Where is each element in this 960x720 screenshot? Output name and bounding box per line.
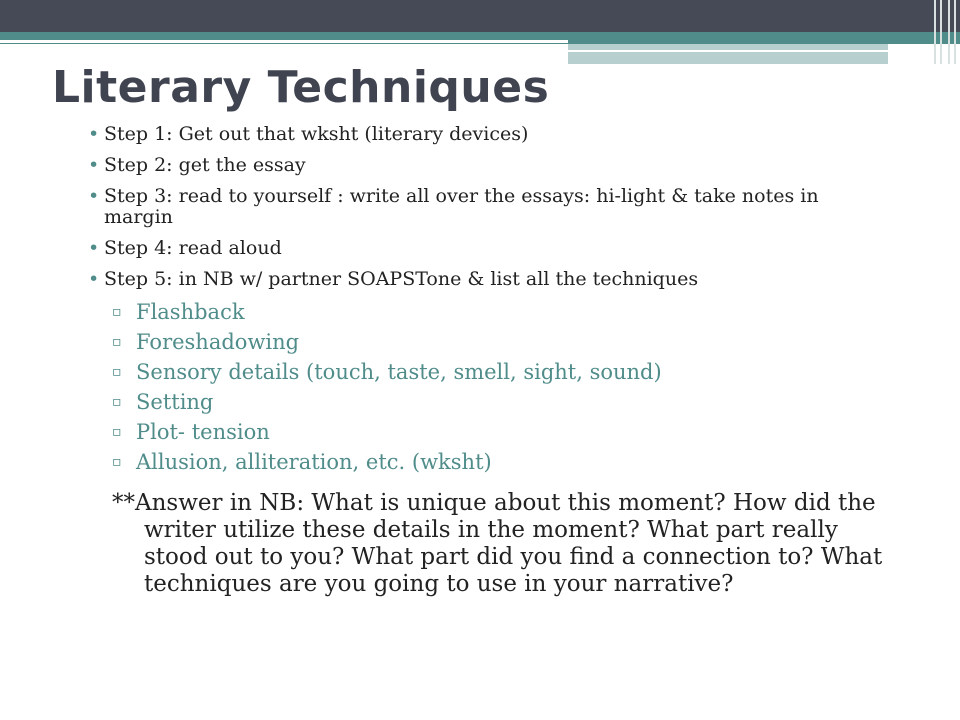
bullet-icon: • xyxy=(88,268,100,290)
bullet-icon: • xyxy=(88,185,100,207)
decorative-strip xyxy=(568,44,888,64)
step-item xyxy=(88,238,888,259)
technique-item xyxy=(88,450,888,474)
step-text: Step 2: get the essay xyxy=(104,154,306,176)
square-bullet-icon: ▫ xyxy=(112,304,122,320)
technique-text: Plot- tension xyxy=(136,420,270,444)
slide-top-bar xyxy=(0,0,960,32)
square-bullet-icon: ▫ xyxy=(112,454,122,470)
square-bullet-icon: ▫ xyxy=(112,424,122,440)
step-item xyxy=(88,186,888,228)
technique-item xyxy=(88,390,888,414)
technique-text: Setting xyxy=(136,390,214,414)
technique-text: Foreshadowing xyxy=(136,330,300,354)
square-bullet-icon: ▫ xyxy=(112,334,122,350)
technique-item xyxy=(88,300,888,324)
step-text: Step 4: read aloud xyxy=(104,237,282,259)
technique-item xyxy=(88,360,888,384)
step-item xyxy=(88,124,888,145)
slide-body xyxy=(88,124,888,598)
step-item xyxy=(88,155,888,176)
decorative-line xyxy=(0,40,568,43)
step-text: Step 1: Get out that wksht (literary devices) xyxy=(104,123,529,145)
square-bullet-icon: ▫ xyxy=(112,394,122,410)
bullet-icon: • xyxy=(88,123,100,145)
technique-item xyxy=(88,330,888,354)
technique-item xyxy=(88,420,888,444)
slide-title: Literary Techniques xyxy=(52,62,550,113)
bullet-icon: • xyxy=(88,237,100,259)
square-bullet-icon: ▫ xyxy=(112,364,122,380)
step-text: Step 3: read to yourself : write all over the essays: hi-light & take notes in margin xyxy=(104,185,819,228)
step-text: Step 5: in NB w/ partner SOAPSTone & list all the techniques xyxy=(104,268,699,290)
decorative-line xyxy=(568,50,888,52)
step-item xyxy=(88,269,888,290)
answer-prompt: **Answer in NB: What is unique about this moment? How did the writer utilize these details in the moment? What part really stood out to you? What part did you find a connection to? What techniques are you going to use in your narrative? xyxy=(112,490,883,597)
technique-text: Flashback xyxy=(136,300,245,324)
bullet-icon: • xyxy=(88,154,100,176)
technique-text: Allusion, alliteration, etc. (wksht) xyxy=(136,450,492,474)
technique-text: Sensory details (touch, taste, smell, sight, sound) xyxy=(136,360,662,384)
decorative-corner-lines xyxy=(930,0,960,64)
